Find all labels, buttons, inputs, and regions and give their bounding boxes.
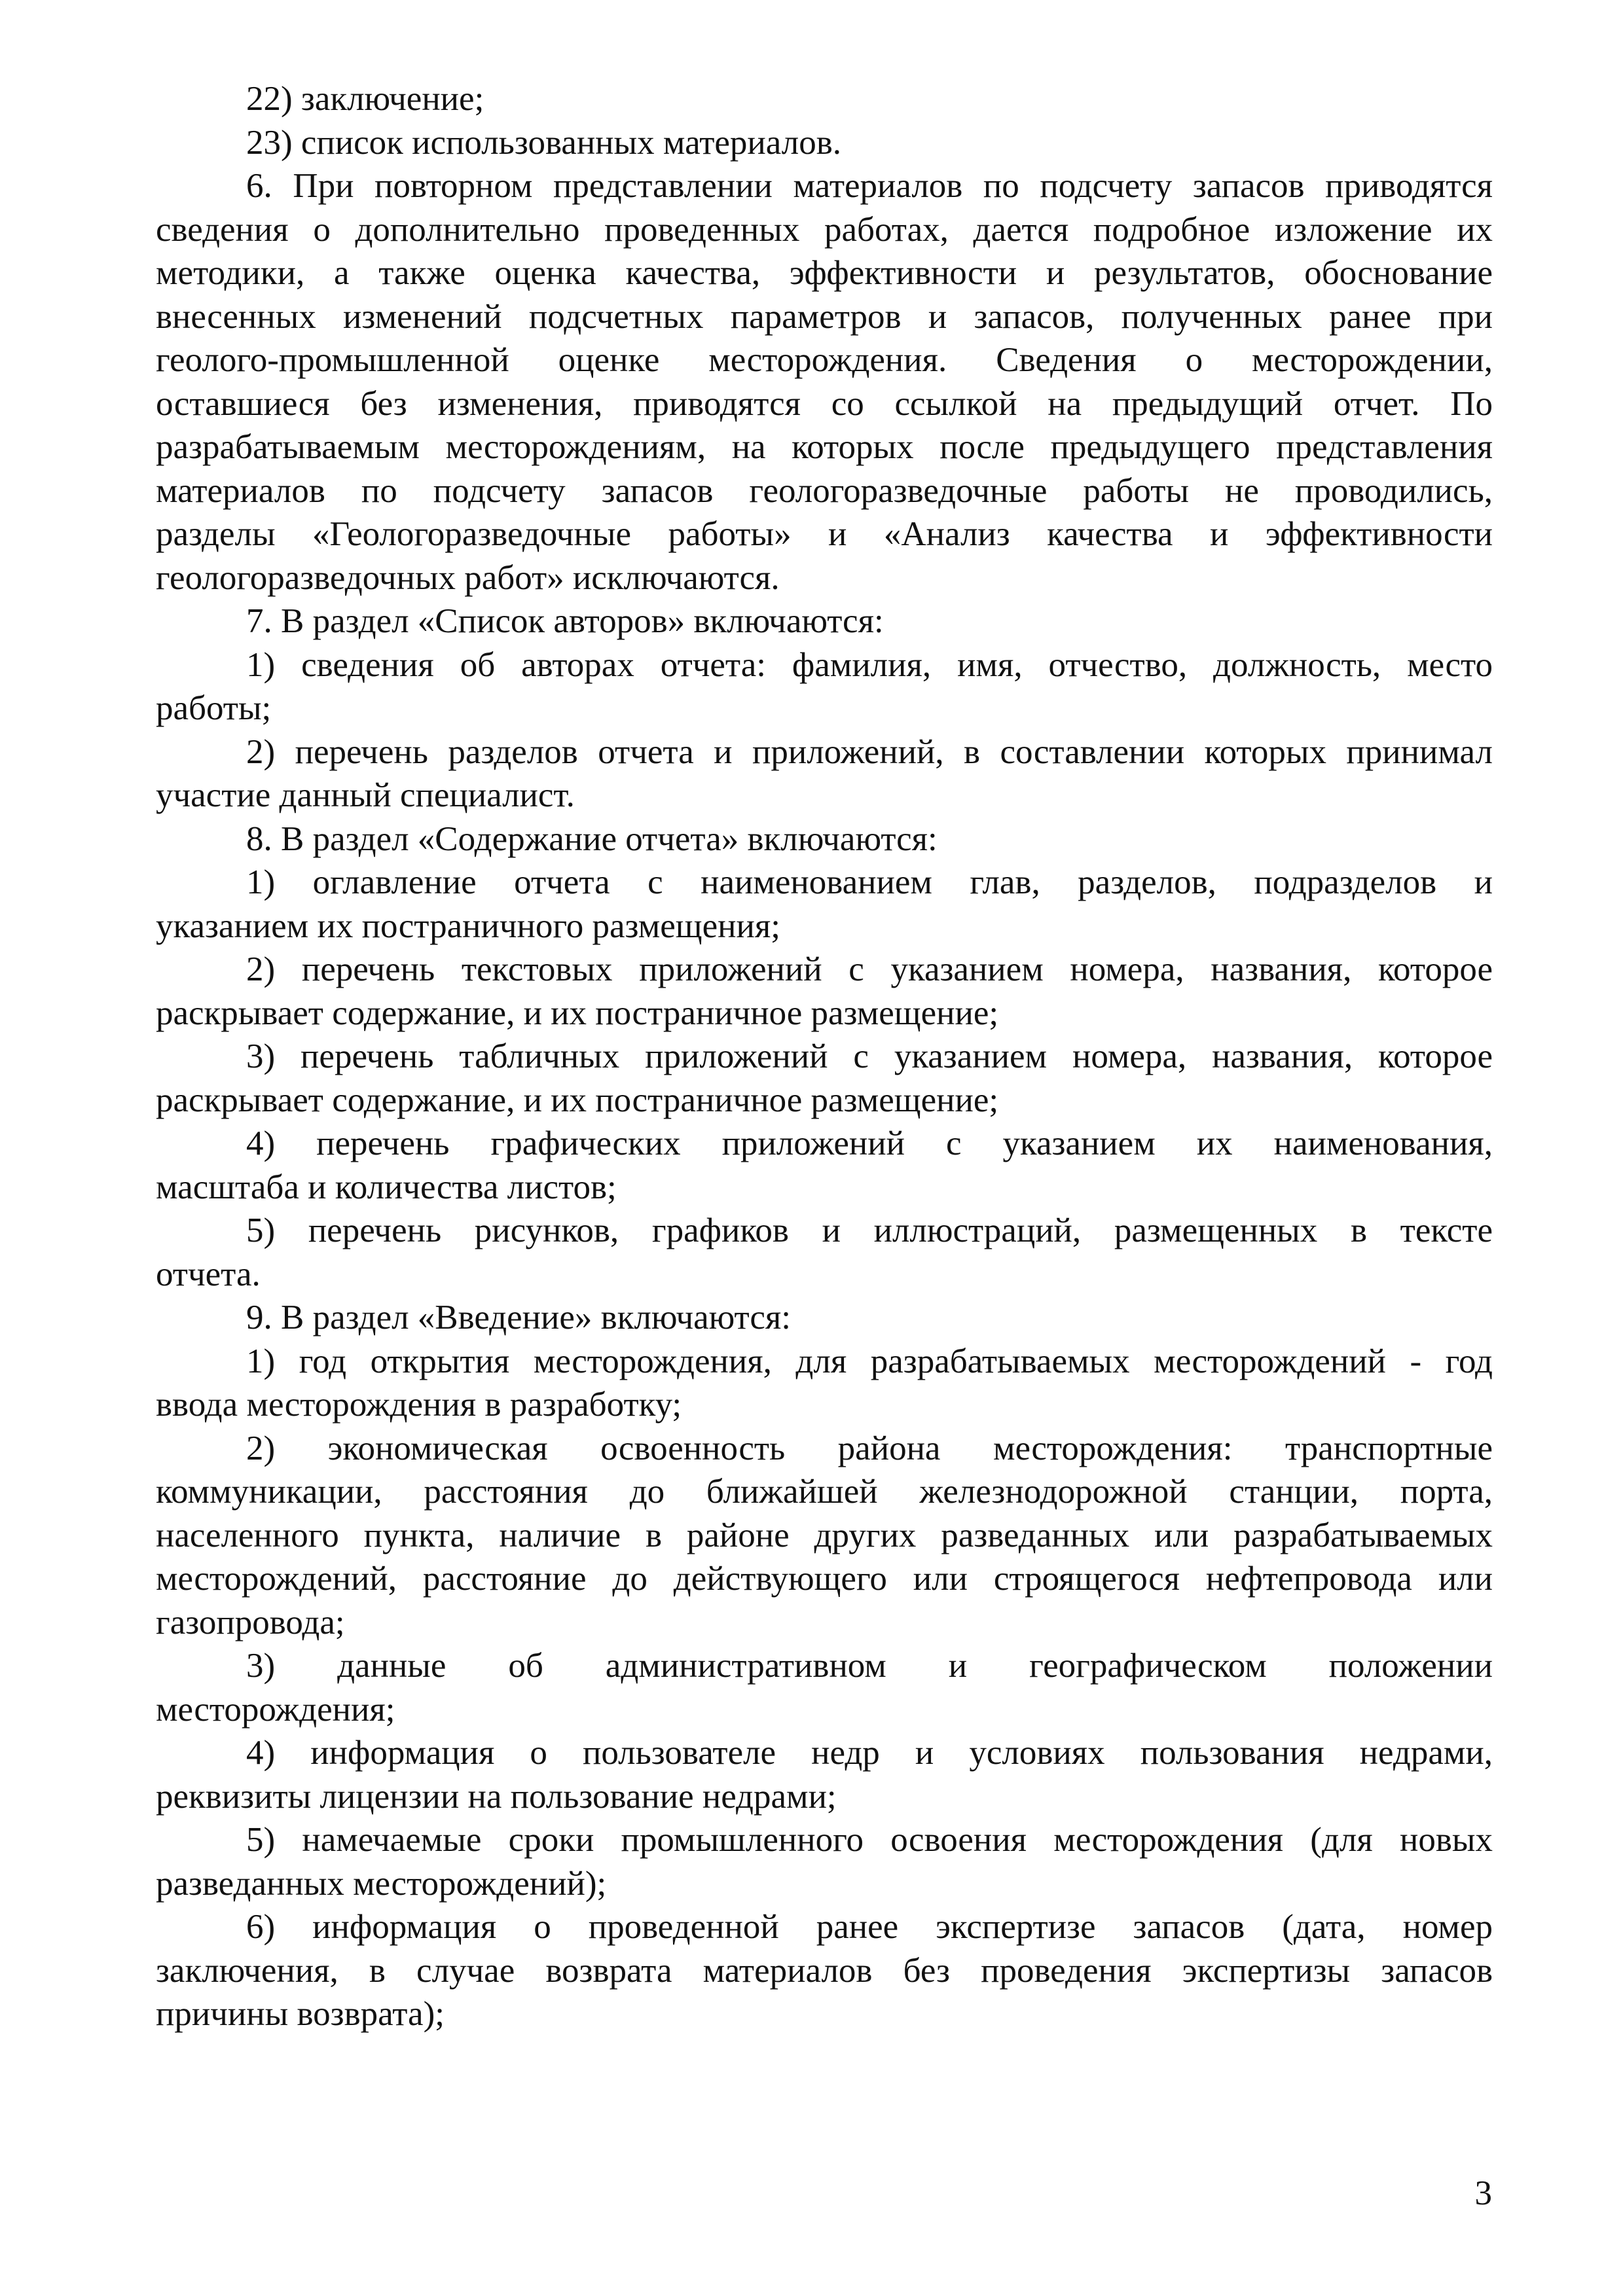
text-line: отчета. <box>156 1255 261 1293</box>
text-line: населенного пункта, наличие в районе других разведанных или разрабатываемых <box>156 1516 1493 1554</box>
text-line: 22) заключение; <box>246 80 484 118</box>
text-line: 1) сведения об авторах отчета: фамилия, имя, отчество, должность, место <box>246 645 1493 684</box>
text-line: 5) намечаемые сроки промышленного освоения месторождения (для новых <box>246 1821 1493 1859</box>
text-line: указанием их постраничного размещения; <box>156 906 780 945</box>
text-line: 8. В раздел «Содержание отчета» включаются: <box>246 819 938 858</box>
text-line: 4) информация о пользователе недр и условиях пользования недрами, <box>246 1734 1493 1772</box>
text-line: разведанных месторождений); <box>156 1864 607 1903</box>
text-line: 3) данные об административном и географическом положении <box>246 1647 1493 1685</box>
text-line: месторождения; <box>156 1690 395 1729</box>
text-line: 7. В раздел «Список авторов» включаются: <box>246 602 884 640</box>
text-line: внесенных изменений подсчетных параметров и запасов, полученных ранее при <box>156 297 1493 336</box>
text-line: коммуникации, расстояния до ближайшей железнодорожной станции, порта, <box>156 1473 1493 1511</box>
text-line: 2) экономическая освоенность района месторождения: транспортные <box>246 1429 1493 1467</box>
text-line: 6. При повторном представлении материалов по подсчету запасов приводятся <box>246 167 1493 205</box>
text-line: реквизиты лицензии на пользование недрами; <box>156 1777 837 1816</box>
text-line: методики, а также оценка качества, эффективности и результатов, обоснование <box>156 254 1493 292</box>
text-line: участие данный специалист. <box>156 776 575 814</box>
text-line: газопровода; <box>156 1603 345 1641</box>
text-line: 9. В раздел «Введение» включаются: <box>246 1299 791 1336</box>
text-line: разрабатываемым месторождениям, на которых после предыдущего представления <box>156 428 1493 466</box>
document-body <box>156 77 1493 2036</box>
text-line: разделы «Геологоразведочные работы» и «Анализ качества и эффективности <box>156 515 1493 553</box>
text-line: 1) год открытия месторождения, для разрабатываемых месторождений - год <box>246 1342 1493 1380</box>
text-line: заключения, в случае возврата материалов без проведения экспертизы запасов <box>156 1951 1493 1990</box>
text-line: 1) оглавление отчета с наименованием глав, разделов, подразделов и <box>246 863 1493 901</box>
text-line: причины возврата); <box>156 1995 445 2033</box>
text-line: сведения о дополнительно проведенных работах, дается подробное изложение их <box>156 210 1493 249</box>
text-line: геолого-промышленной оценке месторождения. Сведения о месторождении, <box>156 341 1493 379</box>
text-line: работы; <box>156 689 272 727</box>
page-number: 3 <box>1474 2174 1492 2212</box>
text-line: раскрывает содержание, и их постраничное размещение; <box>156 994 999 1032</box>
text-line: оставшиеся без изменения, приводятся со ссылкой на предыдущий отчет. По <box>156 384 1493 423</box>
text-line: 3) перечень табличных приложений с указанием номера, названия, которое <box>246 1037 1493 1075</box>
text-line: раскрывает содержание, и их постраничное размещение; <box>156 1081 999 1119</box>
text-line: масштаба и количества листов; <box>156 1168 617 1206</box>
text-line: 2) перечень текстовых приложений с указанием номера, названия, которое <box>246 950 1493 988</box>
text-line: геологоразведочных работ» исключаются. <box>156 558 780 597</box>
text-line: 4) перечень графических приложений с указанием их наименования, <box>246 1124 1493 1162</box>
text-line: месторождений, расстояние до действующего или строящегося нефтепровода или <box>156 1560 1493 1598</box>
text-line: 5) перечень рисунков, графиков и иллюстраций, размещенных в тексте <box>246 1211 1493 1249</box>
text-line: ввода месторождения в разработку; <box>156 1386 682 1424</box>
text-line: 23) список использованных материалов. <box>246 123 841 162</box>
text-line: 2) перечень разделов отчета и приложений, в составлении которых принимал <box>246 732 1493 771</box>
text-line: материалов по подсчету запасов геологоразведочные работы не проводились, <box>156 471 1493 510</box>
text-line: 6) информация о проведенной ранее экспертизе запасов (дата, номер <box>246 1908 1493 1946</box>
